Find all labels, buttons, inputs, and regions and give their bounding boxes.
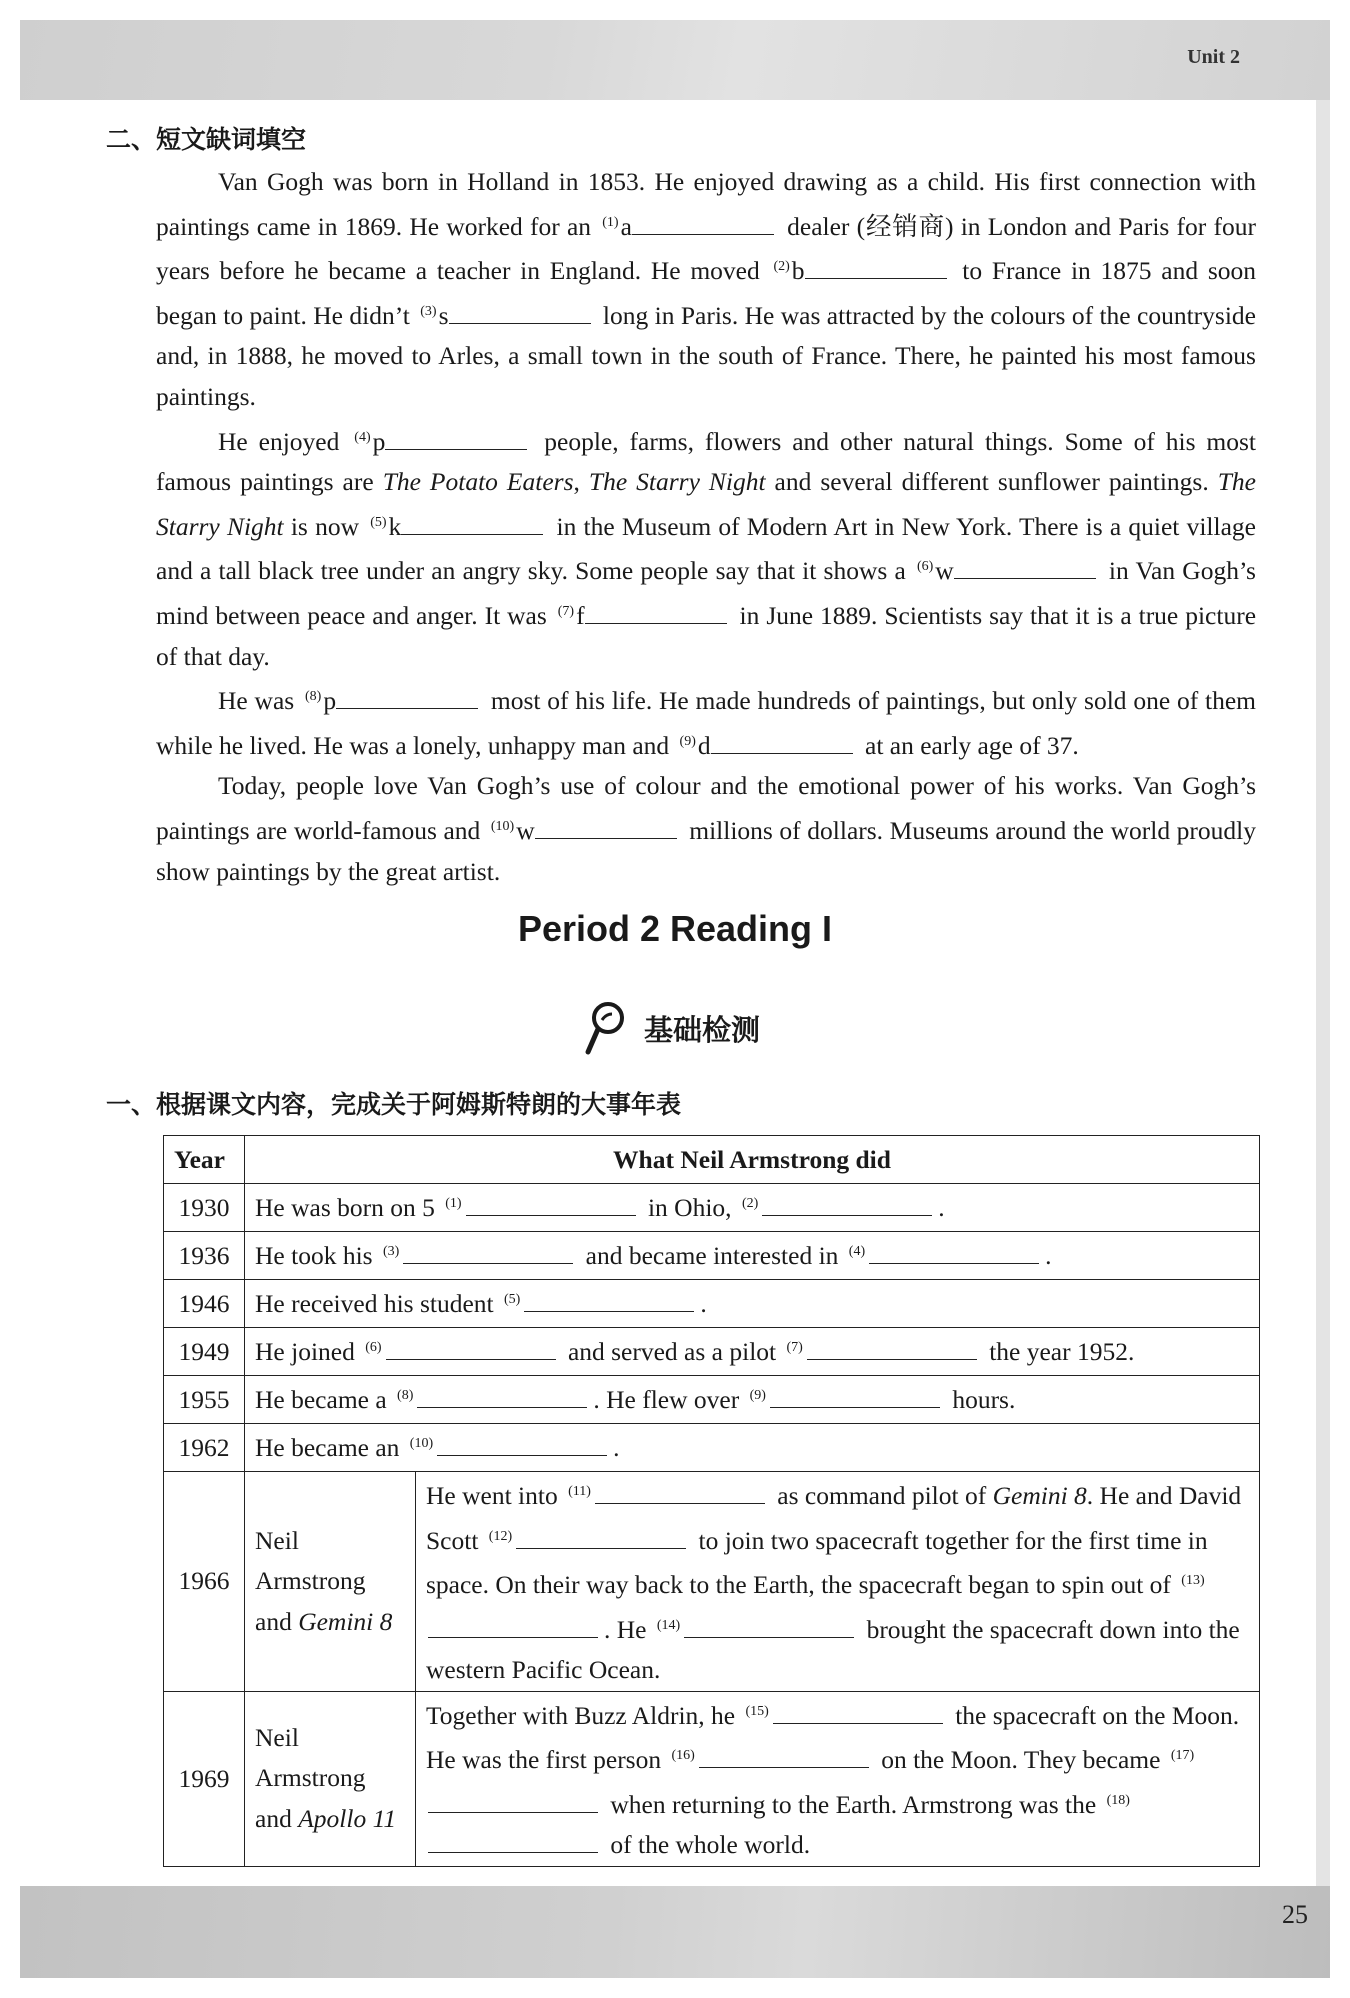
fill-blank[interactable] xyxy=(428,1615,598,1638)
fill-blank[interactable] xyxy=(386,1337,556,1360)
table-row xyxy=(164,1280,1260,1328)
unit-label: Unit 2 xyxy=(1187,46,1240,68)
fill-blank[interactable] xyxy=(711,731,853,754)
cloze-passage xyxy=(156,162,1256,892)
blank-number: (3) xyxy=(420,303,437,319)
event-cell: He went into $^{(11)}$ as command pilot of Gemini 8. He and David Scott $^{(12)}$ to join two spacecraft together for the first time in space. On their way back to the Earth, the spacecraft began to spin out of $^{(13)}$. He $^{(14)}$ brought the spacecraft down into the western Pacific Ocean. xyxy=(416,1472,1260,1692)
blank-number: (8) xyxy=(304,689,322,705)
page-number: 25 xyxy=(1282,1900,1308,1929)
fill-blank[interactable] xyxy=(684,1615,854,1638)
fill-blank[interactable] xyxy=(632,212,774,235)
fill-blank[interactable] xyxy=(869,1241,1039,1264)
blank-number: (7) xyxy=(786,1339,803,1355)
blank-number: (1) xyxy=(602,214,619,230)
blank-number: (9) xyxy=(679,733,696,749)
blank-number: (2) xyxy=(773,259,790,275)
blank-number: (7) xyxy=(557,603,575,619)
fill-blank[interactable] xyxy=(417,1385,587,1408)
table-row xyxy=(164,1691,1260,1866)
fill-blank[interactable] xyxy=(585,601,727,624)
year-cell: 1936 xyxy=(164,1232,245,1280)
blank-number: (18) xyxy=(1106,1792,1130,1808)
passage-paragraph: He was $^{(8)}$p most of his life. He made hundreds of paintings, but only sold one of them while he lived. He was a lonely, unhappy man and $^{(9)}$d at an early age of 37. xyxy=(156,686,1256,760)
section1-heading: 一、根据课文内容，完成关于阿姆斯特朗的大事年表 xyxy=(106,1090,682,1119)
fill-blank[interactable] xyxy=(595,1481,765,1504)
table-header-row xyxy=(164,1136,1260,1184)
mission-line: and Apollo 11 xyxy=(255,1803,397,1833)
fill-blank[interactable] xyxy=(524,1289,694,1312)
blank-number: (2) xyxy=(741,1195,759,1211)
fill-blank[interactable] xyxy=(762,1193,932,1216)
fill-blank[interactable] xyxy=(699,1745,869,1768)
blank-number: (3) xyxy=(382,1243,400,1259)
passage-paragraph: He enjoyed $^{(4)}$p people, farms, flowers and other natural things. Some of his most famous paintings are The Potato Eaters, The Starry Night and several different sunflower paintings. The Starry Night is now $^{(5)}$k in the Museum of Modern Art in New York. There is a quiet village and a tall black tree under an angry sky. Some people say that it shows a $^{(6)}$w in Van Gogh’s mind between peace and anger. It was $^{(7)}$f in June 1889. Scientists say that it is a true picture of that day. xyxy=(156,426,1257,671)
blank-number: (4) xyxy=(354,429,371,445)
painting-title: The Potato Eaters xyxy=(382,467,574,497)
magnifier-icon xyxy=(582,1000,626,1056)
blank-number: (5) xyxy=(504,1291,521,1307)
event-cell: He was born on 5 $^{(1)}$ in Ohio, $^{(2)}$ . xyxy=(245,1184,1260,1232)
passage-paragraph: Van Gogh was born in Holland in 1853. He enjoyed drawing as a child. His first connection with paintings came in 1869. He worked for an $^{(1)}$a dealer (经销商) in London and Paris for four years before he became a teacher in England. He moved $^{(2)}$b to France in 1875 and soon began to paint. He didn’t $^{(3)}$s long in Paris. He was attracted by the colours of the countryside and, in 1888, he moved to Arles, a small town in the south of France. There, he painted his most famous paintings. xyxy=(156,167,1256,411)
fill-blank[interactable] xyxy=(773,1701,943,1724)
passage-paragraph: Today, people love Van Gogh’s use of colour and the emotional power of his works. Van Gogh’s paintings are world-famous and $^{(10)}$w millions of dollars. Museums around the world proudly show paintings by the great artist. xyxy=(156,771,1256,886)
mission-line: and Gemini 8 xyxy=(255,1606,393,1636)
fill-blank[interactable] xyxy=(807,1337,977,1360)
mission-line: Armstrong xyxy=(255,1566,366,1595)
basics-label: 基础检测 xyxy=(644,1012,761,1047)
blank-number: (10) xyxy=(409,1435,434,1451)
event-cell: He took his $^{(3)}$ and became interested in $^{(4)}$ . xyxy=(245,1232,1260,1280)
armstrong-timeline-table xyxy=(163,1135,1260,1867)
year-cell: 1955 xyxy=(164,1376,245,1424)
page-edge-shade xyxy=(1316,100,1330,1886)
blank-number: (4) xyxy=(848,1243,866,1259)
year-cell: 1946 xyxy=(164,1280,245,1328)
blank-number: (14) xyxy=(656,1617,681,1633)
event-cell: He became a $^{(8)}$ . He flew over $^{(9)}$ hours. xyxy=(245,1376,1260,1424)
fill-blank[interactable] xyxy=(428,1790,598,1813)
fill-blank[interactable] xyxy=(401,512,543,535)
blank-number: (9) xyxy=(749,1387,766,1403)
header-band xyxy=(20,20,1330,100)
fill-blank[interactable] xyxy=(954,556,1096,579)
table-row xyxy=(164,1184,1260,1232)
blank-number: (1) xyxy=(445,1195,462,1211)
blank-number: (6) xyxy=(365,1339,382,1355)
basics-header xyxy=(582,1000,760,1056)
fill-blank[interactable] xyxy=(466,1193,636,1216)
year-cell: 1962 xyxy=(164,1424,245,1472)
col-what-header: What Neil Armstrong did xyxy=(245,1136,1260,1184)
table-row xyxy=(164,1376,1260,1424)
col-year-header: Year xyxy=(164,1136,245,1184)
table-row xyxy=(164,1472,1260,1692)
blank-number: (12) xyxy=(488,1528,513,1544)
blank-number: (15) xyxy=(745,1703,769,1719)
blank-number: (16) xyxy=(671,1748,695,1763)
spacecraft-name: Apollo 11 xyxy=(298,1803,397,1833)
event-cell: He received his student $^{(5)}$ . xyxy=(245,1280,1260,1328)
event-cell: He joined $^{(6)}$ and served as a pilot $^{(7)}$ the year 1952. xyxy=(245,1328,1260,1376)
year-cell: 1966 xyxy=(164,1472,245,1692)
footer-band xyxy=(20,1886,1330,1978)
fill-blank[interactable] xyxy=(403,1241,573,1264)
blank-number: (5) xyxy=(370,514,387,530)
event-cell: Together with Buzz Aldrin, he $^{(15)}$ the spacecraft on the Moon. He was the first person $^{(16)}$ on the Moon. They became $^{(17)}$ when returning to the Earth. Armstrong was the $^{(18)}$ of the whole world. xyxy=(416,1691,1260,1866)
blank-number: (6) xyxy=(916,559,934,575)
mission-line: Neil xyxy=(255,1722,299,1752)
fill-blank[interactable] xyxy=(805,256,947,279)
fill-blank[interactable] xyxy=(449,301,591,324)
table-row xyxy=(164,1328,1260,1376)
mission-line: Neil xyxy=(255,1525,299,1555)
blank-number: (17) xyxy=(1170,1748,1195,1763)
year-cell: 1969 xyxy=(164,1691,245,1866)
mission-cell xyxy=(245,1691,416,1866)
event-cell: He became an $^{(10)}$ . xyxy=(245,1424,1260,1472)
blank-number: (11) xyxy=(568,1484,591,1499)
spacecraft-name: Gemini 8 xyxy=(298,1606,393,1636)
year-cell: 1930 xyxy=(164,1184,245,1232)
period-title: Period 2 Reading I xyxy=(517,908,833,949)
fill-blank[interactable] xyxy=(516,1526,686,1549)
fill-blank[interactable] xyxy=(336,686,478,709)
fill-blank[interactable] xyxy=(437,1433,607,1456)
blank-number: (13) xyxy=(1181,1573,1205,1588)
table-row xyxy=(164,1424,1260,1472)
mission-cell xyxy=(245,1472,416,1692)
year-cell: 1949 xyxy=(164,1328,245,1376)
spacecraft-name: Gemini 8 xyxy=(992,1481,1087,1510)
section2-heading: 二、短文缺词填空 xyxy=(106,125,307,154)
table-row xyxy=(164,1232,1260,1280)
fill-blank[interactable] xyxy=(385,427,527,450)
blank-number: (8) xyxy=(397,1387,414,1403)
fill-blank[interactable] xyxy=(770,1385,940,1408)
fill-blank[interactable] xyxy=(428,1830,598,1853)
fill-blank[interactable] xyxy=(535,816,677,839)
painting-title: The Starry Night xyxy=(156,467,1256,541)
blank-number: (10) xyxy=(490,818,515,834)
mission-line: Armstrong xyxy=(255,1763,366,1793)
painting-title: The Starry Night xyxy=(588,467,766,497)
